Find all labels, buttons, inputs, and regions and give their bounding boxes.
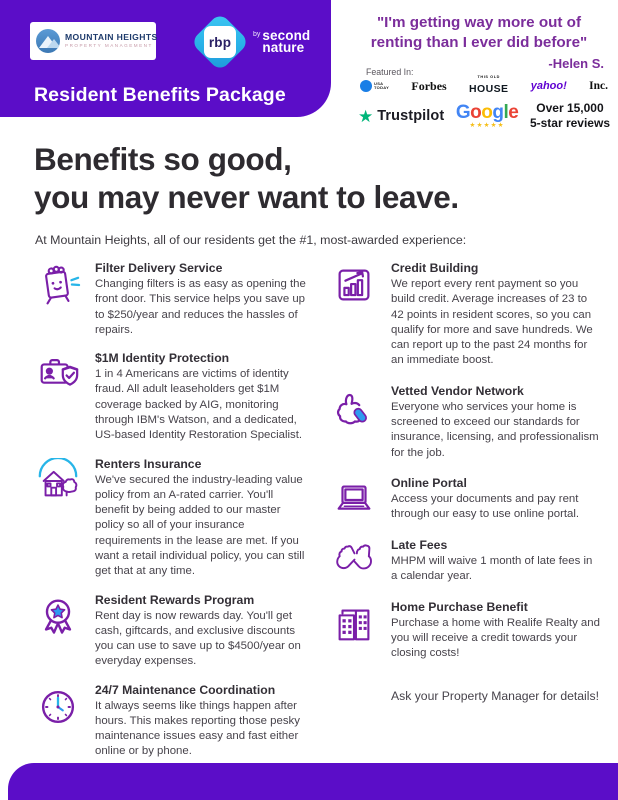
- benefit-online-portal: [331, 476, 601, 523]
- usa-today-icon: [360, 80, 372, 92]
- identity-protection-icon: [35, 351, 95, 443]
- benefit-body: MHPM will waive 1 month of late fees in a calendar year.: [391, 554, 593, 583]
- filter-delivery-icon: [35, 261, 95, 338]
- benefit-body: Changing filters is as easy as opening the front door. This service helps you save up to $250/year and reduces the hassles of repairs.: [95, 278, 306, 336]
- benefit-title: Online Portal: [391, 475, 467, 490]
- maintenance-clock-icon: [35, 683, 95, 760]
- benefit-body: It always seems like things happen after hours. This makes reporting those pesky maintenance issues easy and fast either online or by phone.: [95, 699, 300, 758]
- quote-attribution: -Helen S.: [548, 56, 604, 72]
- brand-tagline: PROPERTY MANAGEMENT: [65, 43, 153, 48]
- header-banner: [0, 0, 331, 117]
- benefit-title: 24/7 Maintenance Coordination: [95, 682, 276, 697]
- this-old-house-logo: [469, 76, 508, 96]
- usa-today-text2: TODAY: [374, 85, 390, 90]
- second-nature-line1: second: [262, 28, 311, 43]
- laptop-icon: [331, 476, 391, 523]
- inc-logo: Inc.: [589, 80, 608, 92]
- benefit-title: Filter Delivery Service: [95, 261, 223, 275]
- benefits-column-right: [331, 261, 601, 773]
- benefit-renters-insurance: [35, 457, 307, 580]
- benefit-title: Late Fees: [391, 537, 448, 552]
- package-title: Resident Benefits Package: [34, 84, 286, 106]
- benefit-body: We report every rent payment so you build credit. Average increases of 23 to 42 points in resident scores, so you can qualify for more and save hundreds. We can report up to the past 24 months for an immediate boost.: [391, 278, 593, 367]
- google-letter: o: [481, 101, 493, 123]
- benefits-column-left: [35, 261, 307, 773]
- mountain-icon: [36, 29, 60, 53]
- second-nature-logo: [253, 30, 310, 55]
- review-summary-line1: Over 15,000: [536, 101, 604, 115]
- second-nature-line2: nature: [262, 40, 305, 56]
- rbp-label: rbp: [208, 34, 232, 50]
- google-letter: o: [470, 101, 482, 123]
- benefit-late-fees: [331, 538, 601, 585]
- heading-line2: you may never want to leave.: [34, 178, 459, 215]
- benefit-maintenance: [35, 683, 307, 760]
- benefit-vendor-network: [331, 384, 601, 461]
- by-label: by: [253, 31, 261, 38]
- yahoo-logo: yahoo!: [530, 80, 567, 92]
- usa-today-text1: USA: [374, 81, 384, 86]
- review-summary: [530, 101, 610, 131]
- benefit-body: Purchase a home with Realife Realty and you will receive a credit towards your closing costs!: [391, 616, 600, 660]
- benefit-title: $1M Identity Protection: [95, 351, 230, 366]
- forbes-logo: Forbes: [411, 78, 447, 93]
- benefit-title: Home Purchase Benefit: [391, 599, 528, 614]
- trustpilot-logo: [358, 108, 444, 125]
- page-title: [34, 141, 604, 217]
- review-summary-line2: 5-star reviews: [529, 116, 610, 130]
- benefit-home-purchase: [331, 600, 601, 662]
- mountain-heights-logo: [30, 22, 156, 60]
- cta-text: Ask your Property Manager for details!: [391, 688, 599, 703]
- benefit-title: Resident Rewards Program: [95, 592, 255, 607]
- house-main-text: HOUSE: [469, 82, 509, 95]
- benefit-body: Everyone who services your home is screened to exceed our standards for insurance, licensing, and professionalism for the job.: [391, 400, 599, 459]
- trustpilot-star-icon: ★: [358, 106, 374, 126]
- usa-today-logo: [360, 80, 389, 92]
- benefit-title: Credit Building: [391, 261, 479, 275]
- google-logo: [456, 103, 518, 130]
- benefit-title: Renters Insurance: [95, 456, 202, 471]
- benefit-resident-rewards: [35, 593, 307, 670]
- trustpilot-label: Trustpilot: [377, 108, 445, 124]
- reviews-row: [358, 99, 610, 133]
- benefit-body: We've secured the industry-leading value policy from an A-rated carrier. You'll benefit by being added to our master policy so all of your insurance requirements in the lease are met. If you want a retail individual policy, you can still get that at any time.: [95, 473, 305, 578]
- heading-line1: Benefits so good,: [34, 141, 292, 177]
- credit-building-icon: [331, 261, 391, 369]
- testimonial-quote: [350, 13, 608, 72]
- google-letter: g: [492, 101, 504, 123]
- press-logos-row: [360, 77, 608, 95]
- benefit-body: Rent day is now rewards day. You'll get cash, giftcards, and exclusive discounts you can use to save up to $4500/year on everyday expenses.: [95, 609, 301, 668]
- rewards-medal-icon: [35, 593, 95, 670]
- google-letter: l: [503, 101, 509, 123]
- benefits-grid: [35, 261, 601, 773]
- google-stars-icon: ★★★★★: [469, 121, 505, 129]
- quote-line2: renting than I ever did before": [370, 34, 588, 52]
- clapping-hands-icon: [331, 538, 391, 585]
- page-subtitle: At Mountain Heights, all of our residents get the #1, most-awarded experience:: [35, 233, 467, 247]
- benefit-body: 1 in 4 Americans are victims of identity fraud. All adult leaseholders get $1M coverage backed by AIG, monitoring through IBM's Watson, and a dedicated, US-based Identity Restoration Specialist.: [95, 368, 303, 442]
- benefit-identity-protection: [35, 351, 307, 443]
- google-letter: G: [455, 101, 471, 123]
- house-top-text: THIS OLD: [477, 75, 500, 80]
- renters-insurance-icon: [35, 457, 95, 580]
- brand-name: MOUNTAIN HEIGHTS: [65, 32, 158, 43]
- thumbs-up-icon: [331, 384, 391, 461]
- benefit-filter-delivery: [35, 261, 307, 338]
- benefit-body: Access your documents and pay rent through our easy to use online portal.: [391, 492, 580, 521]
- featured-in-label: Featured In:: [366, 67, 414, 77]
- footer-bar: [8, 763, 618, 800]
- rbp-badge: [191, 13, 249, 71]
- quote-line1: "I'm getting way more out of: [376, 14, 582, 31]
- benefit-credit-building: [331, 261, 601, 369]
- google-letter: e: [508, 101, 519, 123]
- buildings-icon: [331, 600, 391, 662]
- benefit-title: Vetted Vendor Network: [391, 383, 524, 398]
